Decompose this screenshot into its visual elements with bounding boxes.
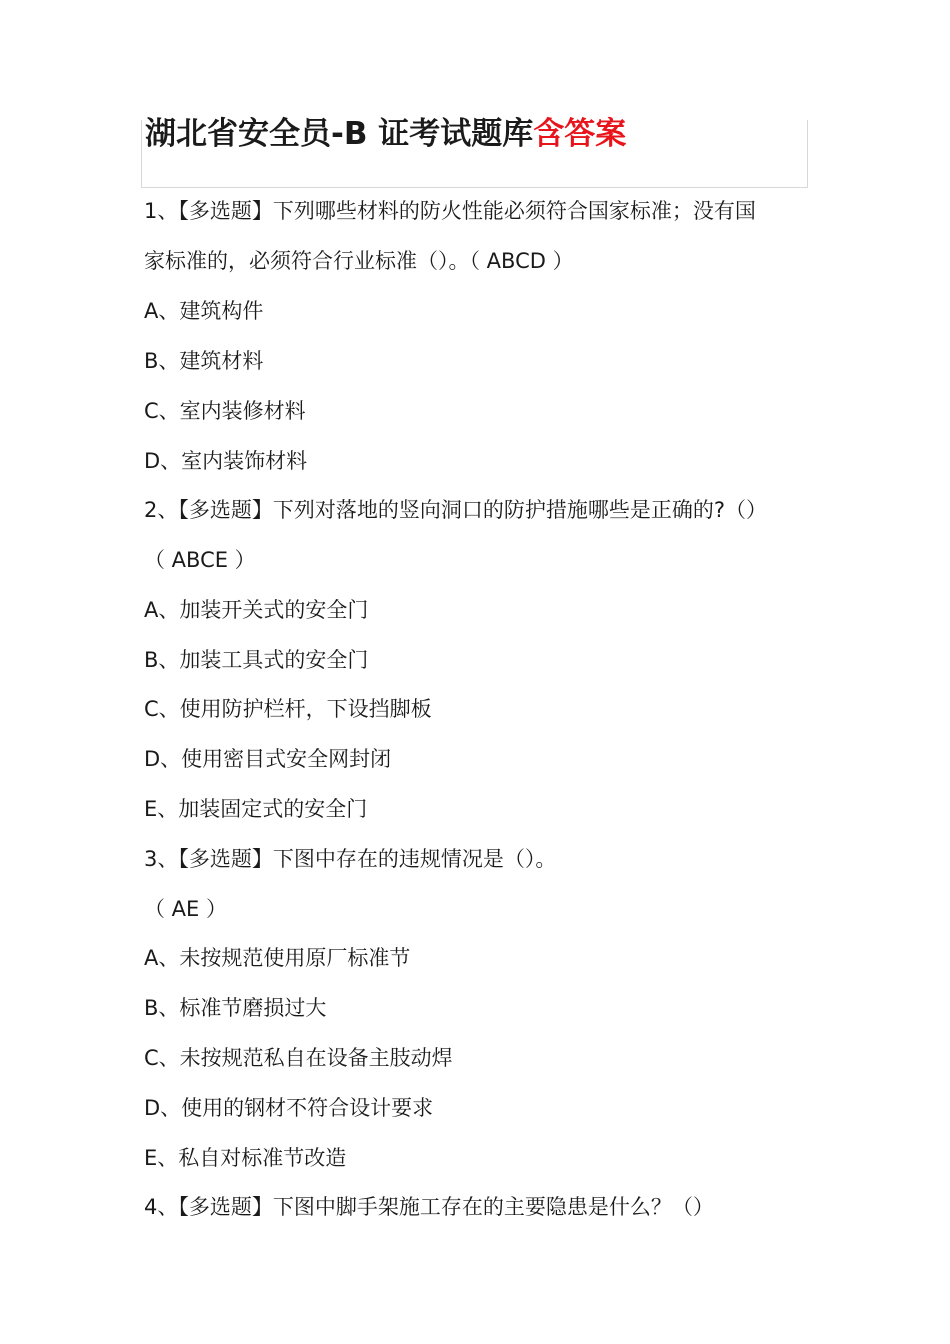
- question-2-option-a: A、加装开关式的安全门: [144, 598, 369, 622]
- question-1-option-b: B、建筑材料: [144, 349, 264, 373]
- question-3-option-b: B、标准节磨损过大: [144, 996, 327, 1020]
- question-3-option-e: E、私自对标准节改造: [144, 1146, 347, 1170]
- question-3-answer: （ AE ）: [144, 897, 227, 921]
- title-main: 湖北省安全员-B 证考试题库: [145, 116, 534, 152]
- question-4-stem: 4、【多选题】下图中脚手架施工存在的主要隐患是什么？（）: [144, 1195, 714, 1219]
- question-1-stem-line-1: 1、【多选题】下列哪些材料的防火性能必须符合国家标准；没有国: [144, 199, 756, 223]
- question-2-option-c: C、使用防护栏杆，下设挡脚板: [144, 697, 432, 721]
- question-2-option-e: E、加装固定式的安全门: [144, 797, 368, 821]
- question-3-option-c: C、未按规范私自在设备主肢动焊: [144, 1046, 453, 1070]
- question-3-option-d: D、使用的钢材不符合设计要求: [144, 1096, 434, 1120]
- title-box: [141, 116, 808, 188]
- question-1-option-a: A、建筑构件: [144, 299, 264, 323]
- question-2-stem: 2、【多选题】下列对落地的竖向洞口的防护措施哪些是正确的?（）: [144, 498, 768, 522]
- question-2-option-b: B、加装工具式的安全门: [144, 648, 369, 672]
- page-title: [145, 114, 626, 154]
- question-1-stem-line-2: 家标准的，必须符合行业标准（）。（ ABCD ）: [144, 249, 574, 273]
- question-2-option-d: D、使用密目式安全网封闭: [144, 747, 392, 771]
- question-1-option-c: C、室内装修材料: [144, 399, 306, 423]
- question-3-stem: 3、【多选题】下图中存在的违规情况是（）。: [144, 847, 557, 871]
- question-3-option-a: A、未按规范使用原厂标准节: [144, 946, 411, 970]
- question-1-option-d: D、室内装饰材料: [144, 449, 308, 473]
- question-2-answer: （ ABCE ）: [144, 548, 256, 572]
- title-highlight: 含答案: [533, 116, 627, 152]
